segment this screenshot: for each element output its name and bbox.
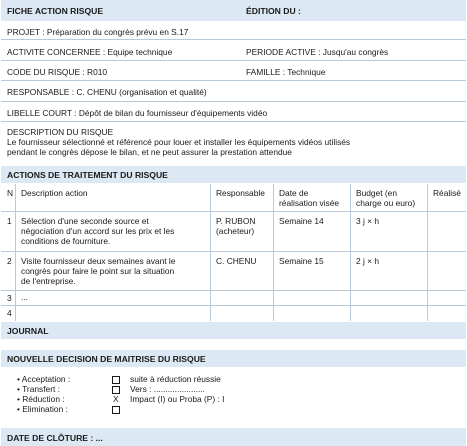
libelle-row bbox=[1, 103, 466, 122]
col-description: Description action bbox=[21, 188, 88, 198]
actions-title: ACTIONS DE TRAITEMENT DU RISQUE bbox=[7, 170, 168, 180]
decision-option bbox=[17, 384, 60, 394]
decision-header bbox=[1, 350, 466, 367]
libelle-field: LIBELLE COURT : Dépôt de bilan du fournisseur d'équipements vidéo bbox=[7, 108, 268, 118]
decision-title: NOUVELLE DECISION DE MAITRISE DU RISQUE bbox=[7, 354, 206, 364]
sheet-title: FICHE ACTION RISQUE bbox=[7, 6, 104, 16]
row-budget: 2 j × h bbox=[356, 256, 380, 266]
col-budget-line-2: charge ou euro) bbox=[356, 198, 416, 208]
column-divider bbox=[273, 184, 274, 321]
option-label: • Transfert : bbox=[17, 384, 60, 394]
decision-option bbox=[17, 394, 65, 404]
activite-field: ACTIVITE CONCERNEE : Equipe technique bbox=[7, 47, 173, 57]
column-divider bbox=[427, 184, 428, 321]
description-title: DESCRIPTION DU RISQUE bbox=[7, 127, 114, 137]
code-field: CODE DU RISQUE : R010 bbox=[7, 67, 108, 77]
description-block bbox=[1, 123, 466, 164]
responsable-row bbox=[1, 82, 466, 102]
col-responsable: Responsable bbox=[216, 188, 265, 198]
row-number: 2 bbox=[7, 256, 12, 266]
responsable-field: RESPONSABLE : C. CHENU (organisation et qualité) bbox=[7, 87, 207, 97]
transfert-checkbox[interactable] bbox=[112, 386, 120, 394]
table-row bbox=[1, 291, 466, 304]
option-label: • Elimination : bbox=[17, 404, 68, 414]
row-desc-line: Sélection d'une seconde source et bbox=[21, 216, 149, 226]
reduction-mark[interactable]: X bbox=[113, 394, 119, 404]
decision-options bbox=[1, 370, 466, 424]
journal-header bbox=[1, 322, 466, 339]
actions-section-header bbox=[1, 166, 466, 183]
col-realise: Réalisé bbox=[433, 188, 461, 198]
row-desc-line: ... bbox=[21, 292, 28, 302]
row-desc-line: conditions de fourniture. bbox=[21, 236, 111, 246]
col-n: N bbox=[7, 188, 14, 198]
decision-option bbox=[17, 404, 68, 414]
decision-option bbox=[17, 374, 70, 384]
row-responsable: C. CHENU bbox=[216, 256, 257, 266]
code-row bbox=[1, 62, 466, 81]
description-line-2: pendant le congrès dépose le bilan, et ne peut assurer la prestation attendue bbox=[7, 147, 292, 157]
column-divider bbox=[15, 184, 16, 321]
row-date: Semaine 15 bbox=[279, 256, 324, 266]
periode-field: PERIODE ACTIVE : Jusqu'au congrès bbox=[246, 47, 389, 57]
projet-row bbox=[1, 22, 466, 40]
row-desc-line: congrès pour faire le point sur la situation bbox=[21, 266, 175, 276]
col-date-line-1: Date de bbox=[279, 188, 309, 198]
table-row bbox=[1, 306, 466, 320]
description-line-1: Le fournisseur sélectionné et référencé pour louer et installer les équipements vidéos utilisés bbox=[7, 137, 351, 147]
row-desc-line: négociation d'un accord sur les prix et les bbox=[21, 226, 175, 236]
col-date-line-2: réalisation visée bbox=[279, 198, 340, 208]
row-budget: 3 j × h bbox=[356, 216, 380, 226]
option-text: Impact (I) ou Proba (P) : I bbox=[130, 394, 225, 404]
option-text: Vers : ...................... bbox=[130, 384, 205, 394]
row-number: 4 bbox=[7, 308, 12, 318]
edition-date-label: ÉDITION DU : bbox=[246, 6, 301, 16]
row-number: 3 bbox=[7, 293, 12, 303]
famille-field: FAMILLE : Technique bbox=[246, 67, 326, 77]
acceptation-checkbox[interactable] bbox=[112, 376, 120, 384]
cloture-date: DATE DE CLÔTURE : ... bbox=[7, 433, 103, 443]
column-divider bbox=[210, 184, 211, 321]
row-responsable: P. RUBON bbox=[216, 216, 256, 226]
row-number: 1 bbox=[7, 216, 12, 226]
projet-field: PROJET : Préparation du congrès prévu en S.17 bbox=[7, 27, 189, 37]
activite-row bbox=[1, 41, 466, 61]
actions-table-header bbox=[1, 184, 466, 210]
cloture-row bbox=[1, 428, 466, 446]
row-desc-line: Visite fournisseur deux semaines avant le bbox=[21, 256, 176, 266]
table-row bbox=[1, 212, 466, 250]
option-label: • Réduction : bbox=[17, 394, 65, 404]
option-text: suite à réduction réussie bbox=[130, 374, 221, 384]
row-responsable-role: (acheteur) bbox=[216, 226, 255, 236]
column-divider bbox=[350, 184, 351, 321]
col-budget-line-1: Budget (en bbox=[356, 188, 397, 198]
elimination-checkbox[interactable] bbox=[112, 406, 120, 414]
row-desc-line: de l'entreprise. bbox=[21, 276, 76, 286]
sheet-header bbox=[1, 0, 466, 21]
journal-title: JOURNAL bbox=[7, 326, 49, 336]
option-label: • Acceptation : bbox=[17, 374, 71, 384]
row-date: Semaine 14 bbox=[279, 216, 324, 226]
table-row bbox=[1, 252, 466, 289]
